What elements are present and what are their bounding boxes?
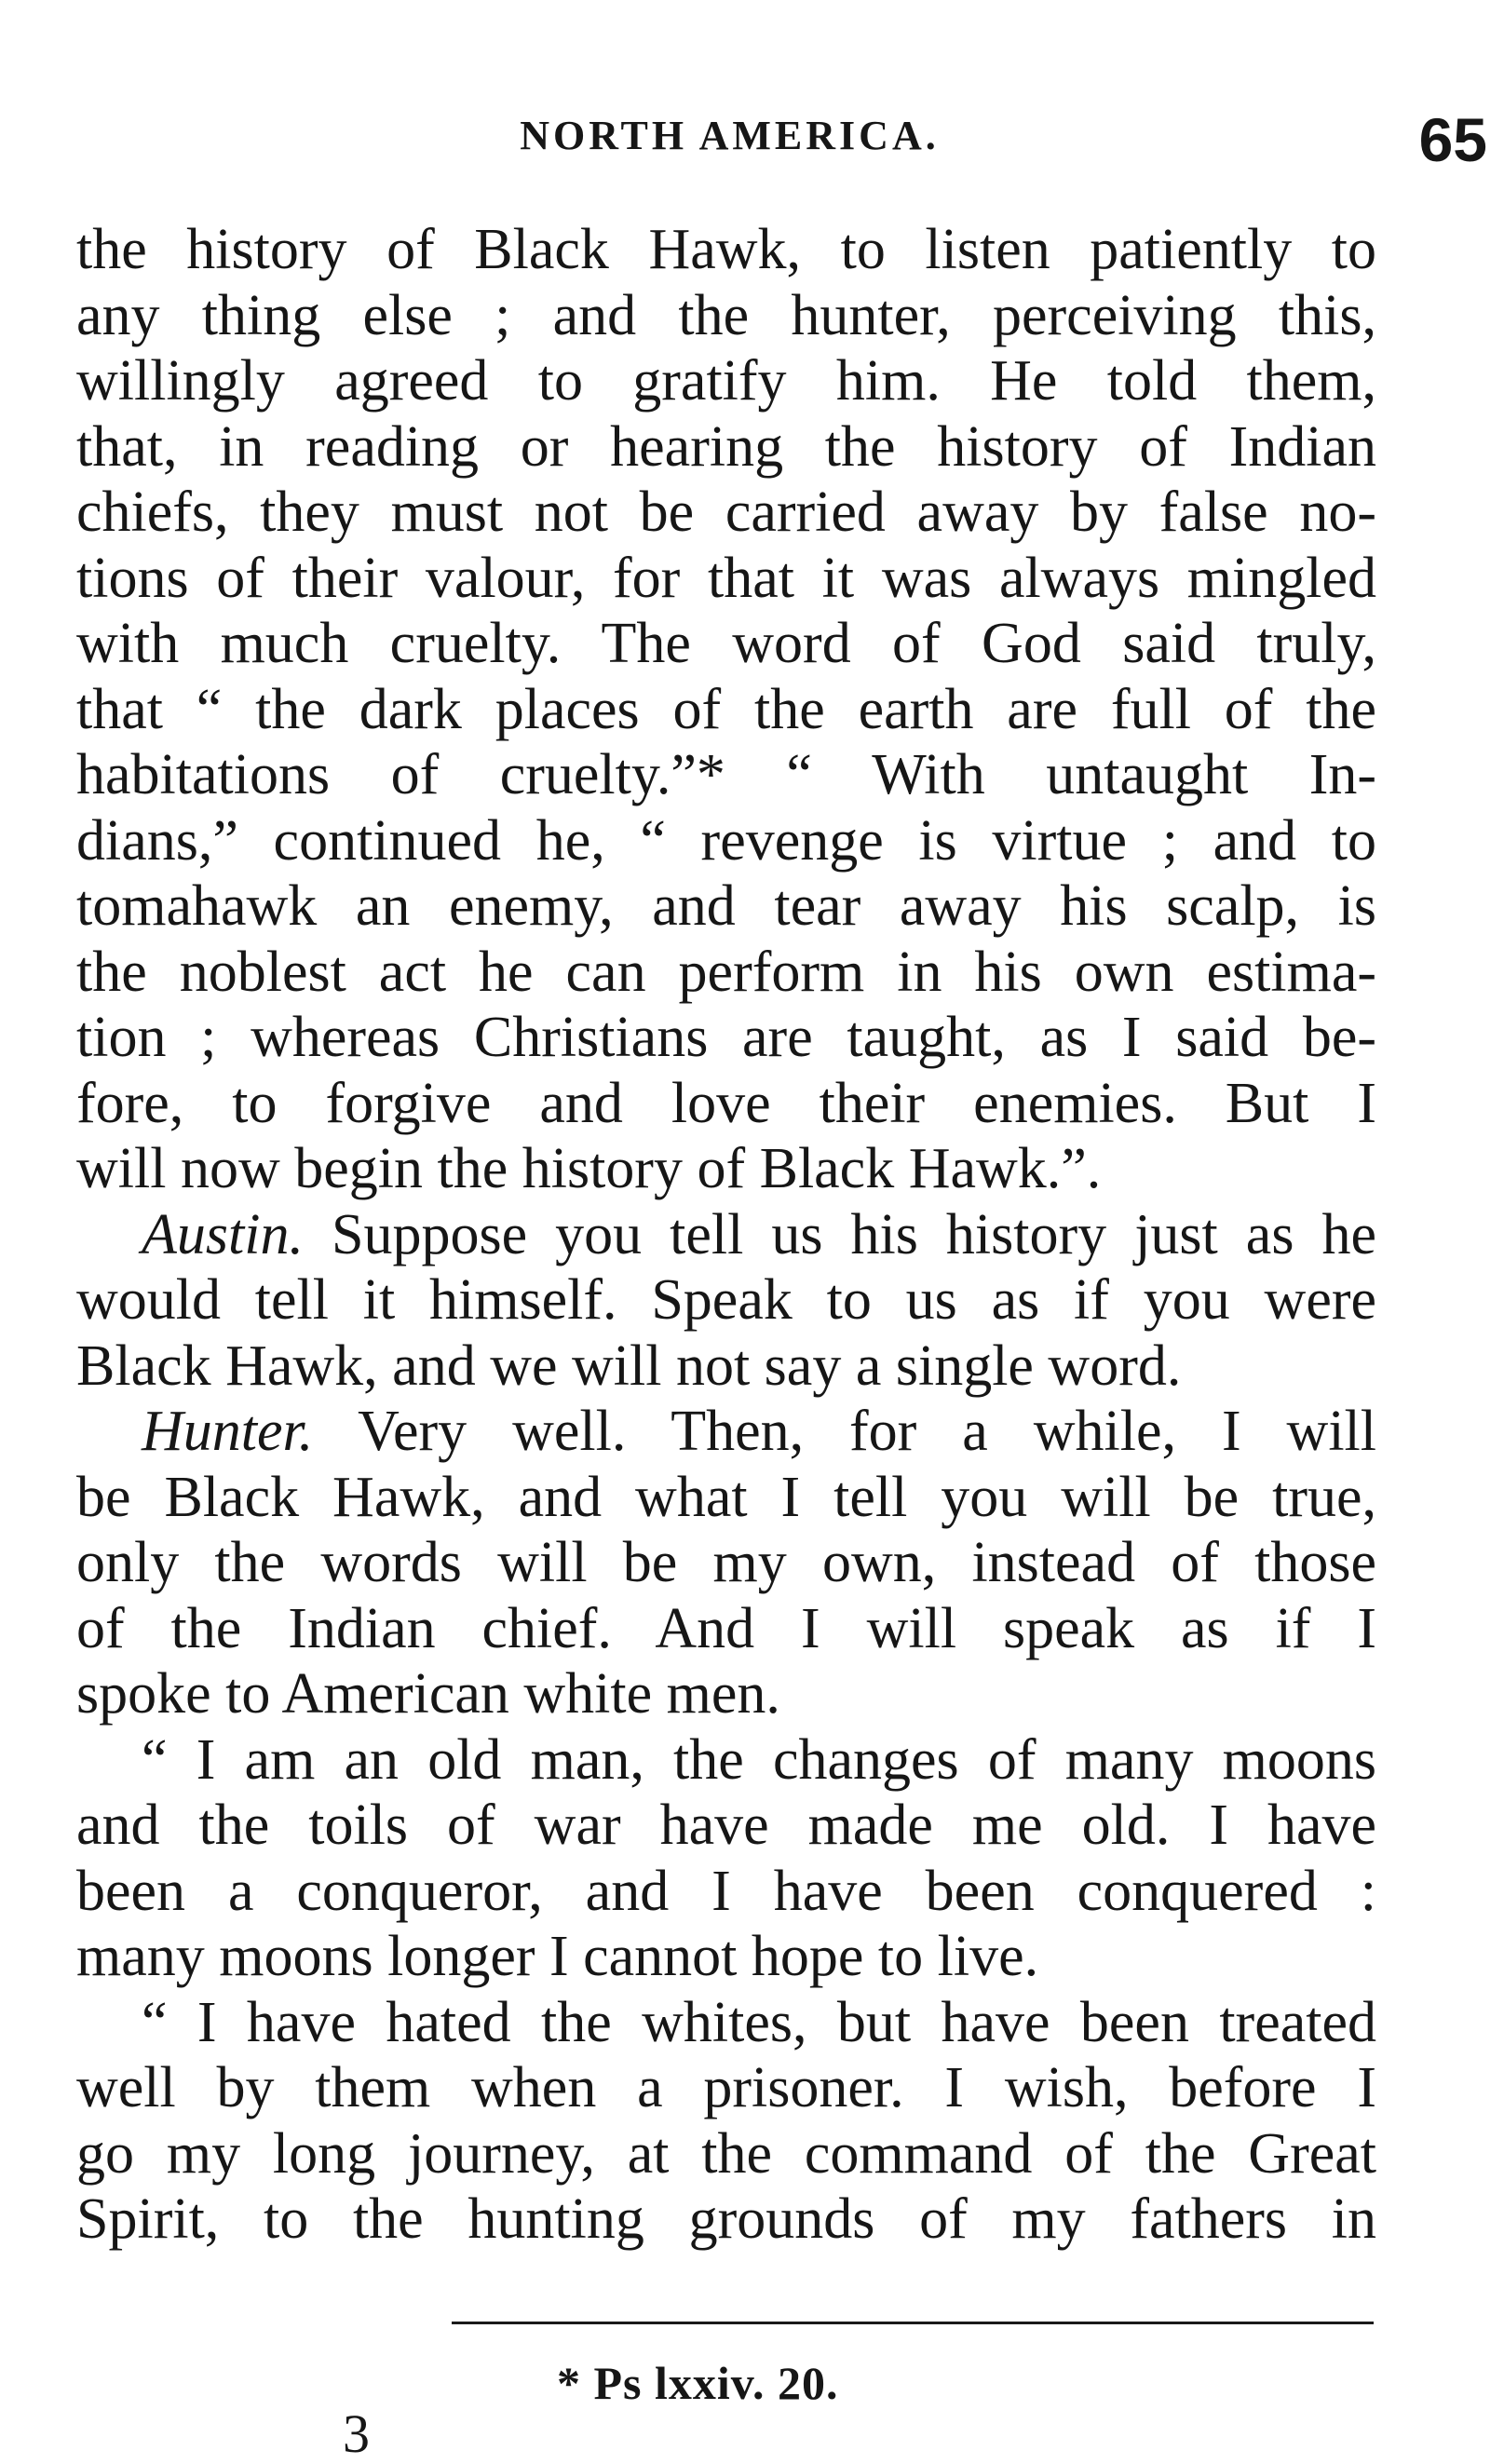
- dialogue-text: Suppose you tell us his history just as he: [303, 1202, 1376, 1266]
- text-line: only the words will be my own, instead of those: [76, 1531, 1376, 1594]
- text-line: willingly agreed to gratify him. He told them,: [76, 349, 1376, 413]
- running-title: NORTH AMERICA.: [520, 113, 940, 158]
- text-line: Spirit, to the hunting grounds of my fathers in: [76, 2187, 1376, 2251]
- text-line: fore, to forgive and love their enemies. But I: [76, 1071, 1376, 1135]
- footnote: * Ps lxxiv. 20.: [557, 2357, 839, 2409]
- dialogue-line: [76, 1399, 1376, 1465]
- speaker-name: Austin.: [142, 1202, 304, 1266]
- text-line: “ I have hated the whites, but have been treated: [142, 1990, 1376, 2054]
- running-head: [76, 104, 1487, 174]
- text-line: chiefs, they must not be carried away by false no-: [76, 481, 1376, 544]
- dialogue-line: [76, 1202, 1376, 1268]
- footnote-rule: [452, 2322, 1374, 2324]
- text-line: tomahawk an enemy, and tear away his scalp, is: [76, 874, 1376, 938]
- text-line: habitations of cruelty.”* “ With untaught In-: [76, 743, 1376, 806]
- text-line: and the toils of war have made me old. I have: [76, 1794, 1376, 1857]
- text-line: that “ the dark places of the earth are full of the: [76, 677, 1376, 741]
- text-line: go my long journey, at the command of the Great: [76, 2121, 1376, 2186]
- text-line: spoke to American white men.: [76, 1662, 780, 1726]
- dialogue-text: Very well. Then, for a while, I will: [313, 1400, 1376, 1463]
- text-line: be Black Hawk, and what I tell you will be true,: [76, 1465, 1376, 1529]
- page-number: 65: [1418, 105, 1487, 174]
- text-line: the noblest act he can perform in his own estima-: [76, 940, 1376, 1004]
- text-line: tion ; whereas Christians are taught, as I said be-: [76, 1006, 1376, 1069]
- text-line: dians,” continued he, “ revenge is virtue ; and to: [76, 808, 1376, 873]
- text-line: with much cruelty. The word of God said truly,: [76, 612, 1376, 675]
- signature-mark: 3: [343, 2403, 370, 2464]
- text-line: been a conqueror, and I have been conquered :: [76, 1859, 1376, 1923]
- text-line: well by them when a prisoner. I wish, before I: [76, 2056, 1376, 2119]
- text-line: of the Indian chief. And I will speak as if I: [76, 1596, 1376, 1660]
- text-line: any thing else ; and the hunter, perceiving this,: [76, 283, 1376, 347]
- text-line: will now begin the history of Black Hawk.”.: [76, 1137, 1102, 1200]
- speaker-name: Hunter.: [142, 1400, 314, 1463]
- text-line: many moons longer I cannot hope to live.: [76, 1925, 1039, 1988]
- text-line: “ I am an old man, the changes of many moons: [142, 1727, 1376, 1792]
- text-line: would tell it himself. Speak to us as if you were: [76, 1268, 1376, 1332]
- body-text: [76, 217, 1376, 2253]
- text-line: Black Hawk, and we will not say a single word.: [76, 1334, 1182, 1398]
- text-line: the history of Black Hawk, to listen patiently to: [76, 218, 1376, 281]
- text-line: tions of their valour, for that it was always mingled: [76, 546, 1376, 610]
- text-line: that, in reading or hearing the history of Indian: [76, 414, 1376, 479]
